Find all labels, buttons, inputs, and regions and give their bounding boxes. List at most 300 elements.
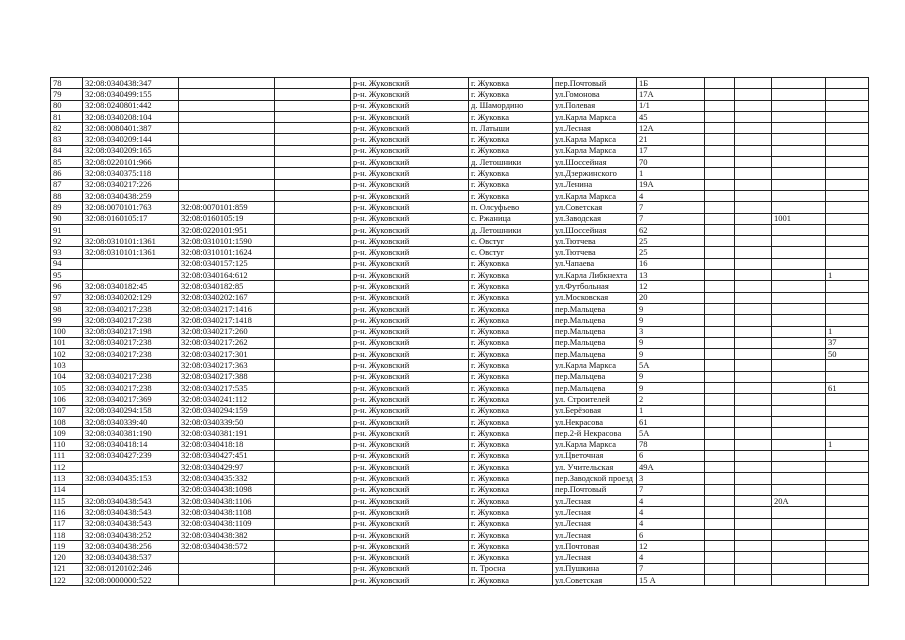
cadastral-number-2-cell: 32:08:0340217:1418: [179, 315, 275, 326]
house-number-cell: 19А: [637, 179, 705, 190]
extra-number-cell: [772, 416, 826, 427]
settlement-cell: г. Жуковка: [469, 495, 553, 506]
district-cell: р-н. Жуковский: [351, 247, 469, 258]
street-cell: ул.Карла Маркса: [553, 190, 637, 201]
flat-number-cell: [826, 224, 869, 235]
table-row: [51, 575, 869, 586]
district-cell: р-н. Жуковский: [351, 236, 469, 247]
row-number-cell: 111: [51, 450, 83, 461]
flat-number-cell: [826, 190, 869, 201]
blank-3-cell: [735, 575, 772, 586]
cadastral-number-cell: [83, 270, 179, 281]
district-cell: р-н. Жуковский: [351, 473, 469, 484]
cadastral-number-2-cell: 32:08:0070101:859: [179, 202, 275, 213]
cadastral-number-2-cell: [179, 89, 275, 100]
flat-number-cell: [826, 157, 869, 168]
extra-number-cell: [772, 337, 826, 348]
cadastral-number-cell: 32:08:0340209:144: [83, 134, 179, 145]
blank-cell: [275, 563, 351, 574]
cadastral-number-cell: 32:08:0340217:238: [83, 337, 179, 348]
blank-cell: [275, 337, 351, 348]
flat-number-cell: [826, 168, 869, 179]
house-number-cell: 70: [637, 157, 705, 168]
table-row: [51, 145, 869, 156]
blank-2-cell: [705, 575, 735, 586]
street-cell: ул. Строителей: [553, 394, 637, 405]
extra-number-cell: [772, 428, 826, 439]
extra-number-cell: [772, 541, 826, 552]
house-number-cell: 1: [637, 405, 705, 416]
street-cell: ул.Ленина: [553, 179, 637, 190]
blank-cell: [275, 247, 351, 258]
table-row: [51, 337, 869, 348]
street-cell: ул.Тютчева: [553, 236, 637, 247]
street-cell: ул.Карла Маркса: [553, 439, 637, 450]
blank-3-cell: [735, 303, 772, 314]
flat-number-cell: [826, 507, 869, 518]
blank-3-cell: [735, 439, 772, 450]
street-cell: ул.Советская: [553, 202, 637, 213]
cadastral-number-2-cell: 32:08:0220101:951: [179, 224, 275, 235]
flat-number-cell: [826, 518, 869, 529]
table-row: [51, 213, 869, 224]
street-cell: ул.Шоссейная: [553, 224, 637, 235]
blank-3-cell: [735, 190, 772, 201]
blank-2-cell: [705, 484, 735, 495]
cadastral-number-cell: [83, 462, 179, 473]
cadastral-number-2-cell: 32:08:0340435:332: [179, 473, 275, 484]
blank-cell: [275, 428, 351, 439]
blank-3-cell: [735, 179, 772, 190]
extra-number-cell: [772, 123, 826, 134]
blank-cell: [275, 202, 351, 213]
house-number-cell: 17А: [637, 89, 705, 100]
cadastral-number-cell: [83, 360, 179, 371]
extra-number-cell: [772, 224, 826, 235]
blank-2-cell: [705, 157, 735, 168]
cadastral-number-2-cell: [179, 190, 275, 201]
settlement-cell: г. Жуковка: [469, 439, 553, 450]
street-cell: ул.Карла Маркса: [553, 145, 637, 156]
blank-cell: [275, 224, 351, 235]
settlement-cell: г. Жуковка: [469, 303, 553, 314]
table-row: [51, 190, 869, 201]
table-row: [51, 270, 869, 281]
blank-cell: [275, 111, 351, 122]
settlement-cell: г. Жуковка: [469, 292, 553, 303]
blank-cell: [275, 507, 351, 518]
table-row: [51, 450, 869, 461]
table-row: [51, 89, 869, 100]
district-cell: р-н. Жуковский: [351, 145, 469, 156]
blank-2-cell: [705, 123, 735, 134]
row-number-cell: 115: [51, 495, 83, 506]
row-number-cell: 121: [51, 563, 83, 574]
street-cell: ул.Некрасова: [553, 416, 637, 427]
table-row: [51, 326, 869, 337]
district-cell: р-н. Жуковский: [351, 292, 469, 303]
blank-cell: [275, 360, 351, 371]
street-cell: пер.Заводской проезд: [553, 473, 637, 484]
settlement-cell: г. Жуковка: [469, 473, 553, 484]
flat-number-cell: 50: [826, 349, 869, 360]
table-row: [51, 303, 869, 314]
cadastral-number-2-cell: [179, 563, 275, 574]
extra-number-cell: [772, 394, 826, 405]
settlement-cell: с. Овстуг: [469, 236, 553, 247]
row-number-cell: 108: [51, 416, 83, 427]
flat-number-cell: [826, 552, 869, 563]
cadastral-number-cell: 32:08:0340217:198: [83, 326, 179, 337]
row-number-cell: 114: [51, 484, 83, 495]
cadastral-number-2-cell: 32:08:0160105:19: [179, 213, 275, 224]
table-row: [51, 224, 869, 235]
row-number-cell: 95: [51, 270, 83, 281]
extra-number-cell: [772, 552, 826, 563]
row-number-cell: 119: [51, 541, 83, 552]
cadastral-number-cell: 32:08:0340217:238: [83, 303, 179, 314]
settlement-cell: г. Жуковка: [469, 552, 553, 563]
cadastral-number-cell: 32:08:0340438:543: [83, 518, 179, 529]
extra-number-cell: [772, 349, 826, 360]
cadastral-number-cell: 32:08:0340209:165: [83, 145, 179, 156]
blank-cell: [275, 541, 351, 552]
cadastral-number-cell: 32:08:0340438:537: [83, 552, 179, 563]
district-cell: р-н. Жуковский: [351, 541, 469, 552]
blank-3-cell: [735, 247, 772, 258]
house-number-cell: 5А: [637, 428, 705, 439]
settlement-cell: д. Летошники: [469, 157, 553, 168]
blank-3-cell: [735, 349, 772, 360]
blank-3-cell: [735, 383, 772, 394]
street-cell: пер.Мальцева: [553, 371, 637, 382]
row-number-cell: 82: [51, 123, 83, 134]
row-number-cell: 81: [51, 111, 83, 122]
house-number-cell: 4: [637, 507, 705, 518]
settlement-cell: г. Жуковка: [469, 405, 553, 416]
blank-3-cell: [735, 428, 772, 439]
flat-number-cell: [826, 247, 869, 258]
street-cell: ул. Учительская: [553, 462, 637, 473]
table-row: [51, 495, 869, 506]
table-row: [51, 405, 869, 416]
cadastral-number-2-cell: 32:08:0340427:451: [179, 450, 275, 461]
street-cell: ул.Лесная: [553, 495, 637, 506]
blank-cell: [275, 213, 351, 224]
extra-number-cell: [772, 529, 826, 540]
house-number-cell: 7: [637, 202, 705, 213]
street-cell: пер.Мальцева: [553, 303, 637, 314]
street-cell: ул.Берёзовая: [553, 405, 637, 416]
row-number-cell: 86: [51, 168, 83, 179]
cadastral-number-cell: 32:08:0340294:158: [83, 405, 179, 416]
extra-number-cell: [772, 258, 826, 269]
house-number-cell: 21: [637, 134, 705, 145]
table-row: [51, 236, 869, 247]
blank-2-cell: [705, 360, 735, 371]
blank-cell: [275, 450, 351, 461]
blank-cell: [275, 258, 351, 269]
street-cell: пер.Мальцева: [553, 315, 637, 326]
extra-number-cell: 1001: [772, 213, 826, 224]
district-cell: р-н. Жуковский: [351, 281, 469, 292]
flat-number-cell: [826, 405, 869, 416]
cadastral-number-cell: 32:08:0340381:190: [83, 428, 179, 439]
district-cell: р-н. Жуковский: [351, 326, 469, 337]
table-row: [51, 123, 869, 134]
flat-number-cell: [826, 303, 869, 314]
street-cell: ул.Лесная: [553, 529, 637, 540]
settlement-cell: г. Жуковка: [469, 326, 553, 337]
settlement-cell: с. Ржаница: [469, 213, 553, 224]
settlement-cell: г. Жуковка: [469, 428, 553, 439]
settlement-cell: г. Жуковка: [469, 337, 553, 348]
house-number-cell: 61: [637, 416, 705, 427]
blank-2-cell: [705, 383, 735, 394]
district-cell: р-н. Жуковский: [351, 100, 469, 111]
house-number-cell: 9: [637, 371, 705, 382]
flat-number-cell: [826, 179, 869, 190]
table-row: [51, 428, 869, 439]
cadastral-number-cell: 32:08:0340418:14: [83, 439, 179, 450]
row-number-cell: 103: [51, 360, 83, 371]
cadastral-number-cell: 32:08:0340217:369: [83, 394, 179, 405]
blank-2-cell: [705, 303, 735, 314]
cadastral-number-2-cell: 32:08:0340241:112: [179, 394, 275, 405]
row-number-cell: 104: [51, 371, 83, 382]
blank-2-cell: [705, 552, 735, 563]
street-cell: ул.Тютчева: [553, 247, 637, 258]
blank-2-cell: [705, 439, 735, 450]
flat-number-cell: [826, 394, 869, 405]
row-number-cell: 106: [51, 394, 83, 405]
row-number-cell: 118: [51, 529, 83, 540]
flat-number-cell: [826, 428, 869, 439]
table-row: [51, 552, 869, 563]
blank-2-cell: [705, 529, 735, 540]
district-cell: р-н. Жуковский: [351, 157, 469, 168]
blank-2-cell: [705, 78, 735, 89]
blank-2-cell: [705, 145, 735, 156]
table-row: [51, 371, 869, 382]
row-number-cell: 120: [51, 552, 83, 563]
street-cell: ул.Чапаева: [553, 258, 637, 269]
settlement-cell: г. Жуковка: [469, 484, 553, 495]
cadastral-number-cell: 32:08:0340499:155: [83, 89, 179, 100]
blank-2-cell: [705, 281, 735, 292]
blank-cell: [275, 123, 351, 134]
street-cell: ул.Московская: [553, 292, 637, 303]
extra-number-cell: [772, 292, 826, 303]
street-cell: ул.Карла Маркса: [553, 134, 637, 145]
blank-2-cell: [705, 541, 735, 552]
blank-2-cell: [705, 111, 735, 122]
cadastral-number-cell: 32:08:0340217:226: [83, 179, 179, 190]
cadastral-number-2-cell: 32:08:0340438:572: [179, 541, 275, 552]
extra-number-cell: [772, 134, 826, 145]
cadastral-number-2-cell: 32:08:0340182:85: [179, 281, 275, 292]
cadastral-number-2-cell: 32:08:0340164:612: [179, 270, 275, 281]
blank-3-cell: [735, 134, 772, 145]
blank-2-cell: [705, 428, 735, 439]
blank-2-cell: [705, 202, 735, 213]
cadastral-number-2-cell: 32:08:0310101:1624: [179, 247, 275, 258]
cadastral-number-2-cell: [179, 123, 275, 134]
cadastral-number-2-cell: [179, 157, 275, 168]
table-row: [51, 439, 869, 450]
blank-3-cell: [735, 315, 772, 326]
cadastral-number-2-cell: 32:08:0340429:97: [179, 462, 275, 473]
settlement-cell: г. Жуковка: [469, 168, 553, 179]
street-cell: ул.Дзержинского: [553, 168, 637, 179]
cadastral-number-2-cell: [179, 100, 275, 111]
cadastral-number-2-cell: 32:08:0340157:125: [179, 258, 275, 269]
row-number-cell: 122: [51, 575, 83, 586]
flat-number-cell: [826, 495, 869, 506]
row-number-cell: 87: [51, 179, 83, 190]
blank-2-cell: [705, 258, 735, 269]
house-number-cell: 9: [637, 337, 705, 348]
blank-cell: [275, 394, 351, 405]
blank-2-cell: [705, 168, 735, 179]
cadastral-number-2-cell: 32:08:0340202:167: [179, 292, 275, 303]
flat-number-cell: [826, 145, 869, 156]
extra-number-cell: [772, 270, 826, 281]
cadastral-number-cell: 32:08:0340208:104: [83, 111, 179, 122]
street-cell: ул.Карла Маркса: [553, 360, 637, 371]
extra-number-cell: [772, 484, 826, 495]
district-cell: р-н. Жуковский: [351, 563, 469, 574]
blank-cell: [275, 270, 351, 281]
blank-cell: [275, 529, 351, 540]
cadastral-number-cell: 32:08:0340217:238: [83, 315, 179, 326]
cadastral-number-2-cell: 32:08:0340217:260: [179, 326, 275, 337]
flat-number-cell: [826, 371, 869, 382]
row-number-cell: 94: [51, 258, 83, 269]
house-number-cell: 12А: [637, 123, 705, 134]
settlement-cell: г. Жуковка: [469, 416, 553, 427]
street-cell: пер.Мальцева: [553, 383, 637, 394]
row-number-cell: 109: [51, 428, 83, 439]
street-cell: пер.Мальцева: [553, 349, 637, 360]
district-cell: р-н. Жуковский: [351, 507, 469, 518]
cadastral-number-2-cell: [179, 168, 275, 179]
table-row: [51, 100, 869, 111]
blank-2-cell: [705, 416, 735, 427]
blank-3-cell: [735, 337, 772, 348]
cadastral-number-2-cell: 32:08:0340217:388: [179, 371, 275, 382]
settlement-cell: г. Жуковка: [469, 575, 553, 586]
flat-number-cell: [826, 213, 869, 224]
cadastral-number-cell: 32:08:0340217:238: [83, 349, 179, 360]
cadastral-number-cell: 32:08:0340438:543: [83, 495, 179, 506]
flat-number-cell: [826, 78, 869, 89]
blank-cell: [275, 383, 351, 394]
cadastral-number-2-cell: [179, 575, 275, 586]
district-cell: р-н. Жуковский: [351, 258, 469, 269]
extra-number-cell: [772, 179, 826, 190]
house-number-cell: 7: [637, 213, 705, 224]
blank-2-cell: [705, 473, 735, 484]
blank-cell: [275, 303, 351, 314]
blank-cell: [275, 100, 351, 111]
blank-3-cell: [735, 416, 772, 427]
house-number-cell: 7: [637, 563, 705, 574]
cadastral-number-2-cell: 32:08:0340217:363: [179, 360, 275, 371]
blank-2-cell: [705, 134, 735, 145]
blank-cell: [275, 473, 351, 484]
row-number-cell: 90: [51, 213, 83, 224]
blank-3-cell: [735, 541, 772, 552]
street-cell: ул.Пушкина: [553, 563, 637, 574]
blank-cell: [275, 518, 351, 529]
house-number-cell: 78: [637, 439, 705, 450]
cadastral-number-cell: 32:08:0240801:442: [83, 100, 179, 111]
table-row: [51, 484, 869, 495]
extra-number-cell: [772, 371, 826, 382]
district-cell: р-н. Жуковский: [351, 315, 469, 326]
row-number-cell: 116: [51, 507, 83, 518]
house-number-cell: 6: [637, 450, 705, 461]
cadastral-number-cell: 32:08:0310101:1361: [83, 247, 179, 258]
blank-3-cell: [735, 157, 772, 168]
extra-number-cell: 20А: [772, 495, 826, 506]
street-cell: ул.Лесная: [553, 518, 637, 529]
flat-number-cell: [826, 89, 869, 100]
settlement-cell: г. Жуковка: [469, 529, 553, 540]
extra-number-cell: [772, 507, 826, 518]
flat-number-cell: [826, 360, 869, 371]
district-cell: р-н. Жуковский: [351, 529, 469, 540]
cadastral-number-2-cell: 32:08:0340438:382: [179, 529, 275, 540]
house-number-cell: 7: [637, 484, 705, 495]
settlement-cell: г. Жуковка: [469, 134, 553, 145]
extra-number-cell: [772, 100, 826, 111]
settlement-cell: с. Овстуг: [469, 247, 553, 258]
row-number-cell: 112: [51, 462, 83, 473]
blank-cell: [275, 416, 351, 427]
flat-number-cell: [826, 315, 869, 326]
house-number-cell: 16: [637, 258, 705, 269]
blank-3-cell: [735, 462, 772, 473]
blank-3-cell: [735, 78, 772, 89]
row-number-cell: 84: [51, 145, 83, 156]
blank-3-cell: [735, 89, 772, 100]
row-number-cell: 102: [51, 349, 83, 360]
flat-number-cell: [826, 100, 869, 111]
row-number-cell: 98: [51, 303, 83, 314]
street-cell: пер.Мальцева: [553, 326, 637, 337]
house-number-cell: 3: [637, 326, 705, 337]
settlement-cell: г. Жуковка: [469, 315, 553, 326]
street-cell: ул.Полевая: [553, 100, 637, 111]
flat-number-cell: [826, 563, 869, 574]
blank-2-cell: [705, 563, 735, 574]
blank-3-cell: [735, 213, 772, 224]
flat-number-cell: [826, 258, 869, 269]
blank-3-cell: [735, 552, 772, 563]
settlement-cell: г. Жуковка: [469, 462, 553, 473]
blank-cell: [275, 439, 351, 450]
extra-number-cell: [772, 360, 826, 371]
district-cell: р-н. Жуковский: [351, 202, 469, 213]
extra-number-cell: [772, 473, 826, 484]
district-cell: р-н. Жуковский: [351, 405, 469, 416]
blank-2-cell: [705, 89, 735, 100]
extra-number-cell: [772, 168, 826, 179]
district-cell: р-н. Жуковский: [351, 360, 469, 371]
table-row: [51, 134, 869, 145]
